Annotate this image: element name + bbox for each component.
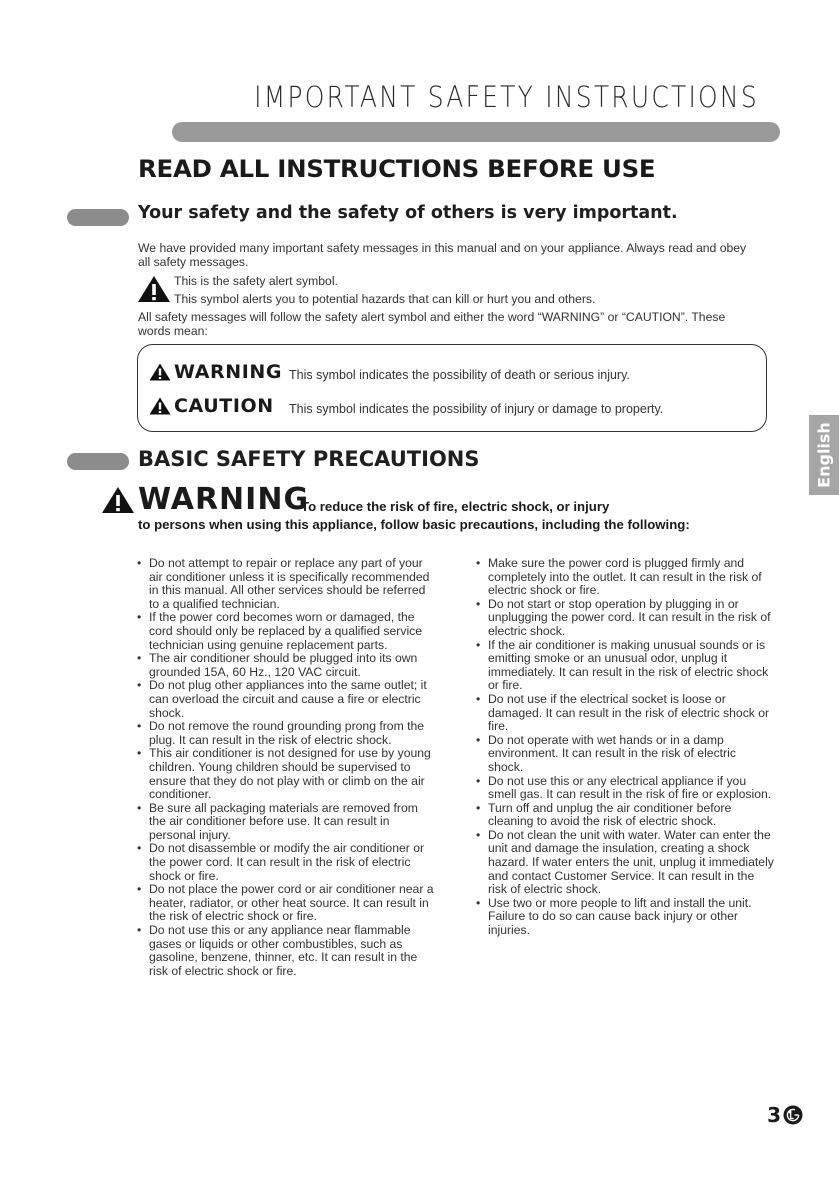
warning-row	[149, 361, 282, 383]
warning-description: This symbol indicates the possibility of death or serious injury.	[289, 368, 630, 382]
language-tab	[809, 415, 839, 495]
signal-words-box	[137, 344, 767, 432]
precautions-right-list	[476, 557, 774, 938]
basic-warning-text-1: To reduce the risk of fire, electric shock, or injury	[301, 499, 610, 514]
basic-warning-text-2: to persons when using this appliance, follow basic precautions, including the following:	[138, 517, 690, 532]
list-item: • Do not plug other appliances into the same outlet; it can overload the circuit and cause a fire or electric shock.	[137, 679, 435, 720]
precautions-left-list	[137, 557, 435, 978]
list-item: • If the air conditioner is making unusual sounds or is emitting smoke or an unusual odor, unplug it immediately. It can result in the risk of electric shock or fire.	[476, 639, 774, 693]
list-item: • Do not place the power cord or air conditioner near a heater, radiator, or other heat source. It can result in the risk of electric shock or fire.	[137, 883, 435, 924]
section-marker-pill	[67, 453, 129, 470]
basic-warning-word: WARNING	[138, 482, 310, 517]
list-item: • Turn off and unplug the air conditioner before cleaning to avoid the risk of electric shock.	[476, 802, 774, 829]
warning-alert-icon	[149, 363, 171, 381]
list-item: • Do not operate with wet hands or in a damp environment. It can result in the risk of electric shock.	[476, 734, 774, 775]
symbol-line-2: This symbol alerts you to potential hazards that can kill or hurt you and others.	[174, 292, 596, 306]
list-item: • Be sure all packaging materials are removed from the air conditioner before use. It can result in personal injury.	[137, 802, 435, 843]
warning-word: WARNING	[174, 361, 283, 383]
safety-heading: Your safety and the safety of others is very important.	[138, 203, 678, 223]
list-item: • Do not remove the round grounding prong from the plug. It can result in the risk of electric shock.	[137, 720, 435, 747]
basic-warning-row	[101, 482, 309, 517]
list-item: • This air conditioner is not designed for use by young children. Young children should be supervised to ensure that they do not play with or climb on the air conditioner.	[137, 747, 435, 801]
section-marker-pill	[67, 209, 129, 226]
safety-alert-icon	[137, 275, 171, 303]
page-number-area	[767, 1103, 803, 1127]
basic-precautions-heading: BASIC SAFETY PRECAUTIONS	[138, 447, 480, 471]
safety-intro: We have provided many important safety messages in this manual and on your appliance. Always read and obey all safety messages.	[138, 241, 747, 270]
list-item: • Do not clean the unit with water. Water can enter the unit and damage the insulation, creating a shock hazard. If water enters the unit, unplug it immediately and contact Customer Service. It can result in the risk of electric shock.	[476, 829, 774, 897]
read-all-heading: READ ALL INSTRUCTIONS BEFORE USE	[138, 155, 656, 183]
list-item: • Use two or more people to lift and install the unit. Failure to do so can cause back injury or other injuries.	[476, 897, 774, 938]
list-item: • Make sure the power cord is plugged firmly and completely into the outlet. It can result in the risk of electric shock or fire.	[476, 557, 774, 598]
list-item: • If the power cord becomes worn or damaged, the cord should only be replaced by a qualified service technician using genuine replacement parts.	[137, 611, 435, 652]
symbol-line-1: This is the safety alert symbol.	[174, 274, 338, 288]
page-header-title: IMPORTANT SAFETY INSTRUCTIONS	[254, 80, 759, 114]
basic-warning-alert-icon	[101, 486, 135, 514]
caution-row	[149, 395, 274, 417]
lg-logo-icon	[783, 1105, 803, 1125]
list-item: • Do not use if the electrical socket is loose or damaged. It can result in the risk of electric shock or fire.	[476, 693, 774, 734]
list-item: • Do not start or stop operation by plugging in or unplugging the power cord. It can result in the risk of electric shock.	[476, 598, 774, 639]
page-number: 3	[767, 1103, 781, 1127]
messages-line: All safety messages will follow the safety alert symbol and either the word “WARNING” or “CAUTION”. These words mean:	[138, 310, 726, 339]
list-item: • Do not attempt to repair or replace any part of your air conditioner unless it is specifically recommended in this manual. All other services should be referred to a qualified technician.	[137, 557, 435, 611]
caution-description: This symbol indicates the possibility of injury or damage to property.	[289, 402, 664, 416]
list-item: • Do not use this or any appliance near flammable gases or liquids or other combustibles, such as gasoline, benzene, thinner, etc. It can result in the risk of electric shock or fire.	[137, 924, 435, 978]
caution-alert-icon	[149, 397, 171, 415]
language-tab-label: English	[814, 422, 834, 488]
caution-word: CAUTION	[174, 395, 274, 417]
list-item: • Do not use this or any electrical appliance if you smell gas. It can result in the risk of fire or explosion.	[476, 775, 774, 802]
header-bar	[172, 122, 780, 142]
list-item: • The air conditioner should be plugged into its own grounded 15A, 60 Hz., 120 VAC circuit.	[137, 652, 435, 679]
list-item: • Do not disassemble or modify the air conditioner or the power cord. It can result in the risk of electric shock or fire.	[137, 842, 435, 883]
